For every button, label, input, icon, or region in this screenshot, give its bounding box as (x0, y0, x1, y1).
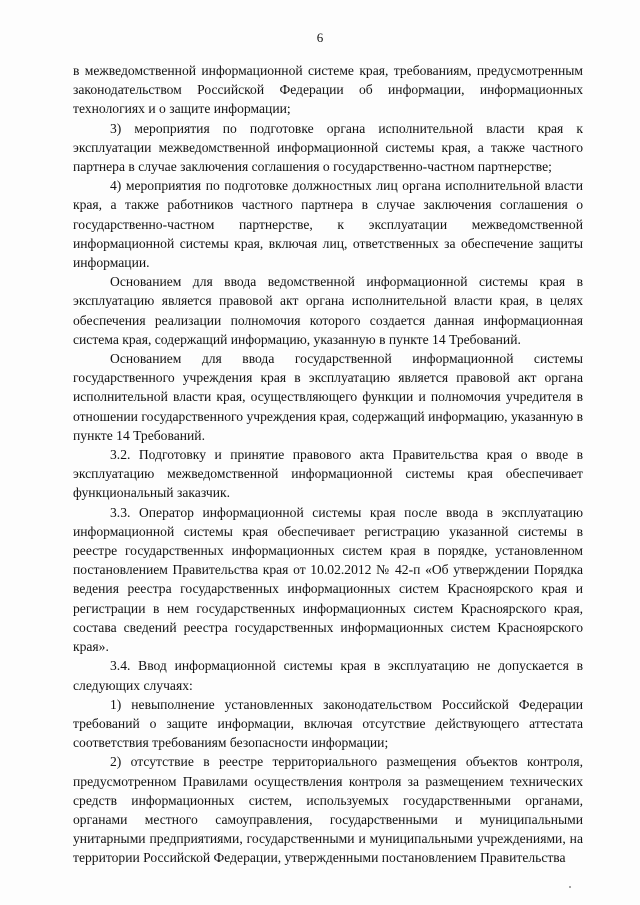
paragraph-departmental-system-basis: Основанием для ввода ведомственной информационной системы края в эксплуатацию является правовой акт органа исполнительной власти края, в целях обеспечения реализации полномочия которого создается данная информационная система края, содержащий информацию, указанную в пункте 14 Требований. (73, 274, 583, 347)
document-body (73, 61, 583, 868)
paragraph-3-3: 3.3. Оператор информационной системы края после ввода в эксплуатацию информационной системы края обеспечивает регистрацию указанной системы в реестре государственных информационных систем края в порядке, установленном постановлением Правительства края от 10.02.2012 № 42-п «Об утверждении Порядка ведения реестра государственных информационных систем Красноярского края и регистрации в нем государственных информационных систем Красноярского края, состава сведений реестра государственных информационных систем Красноярского края». (73, 504, 583, 655)
paragraph-3-2: 3.2. Подготовку и принятие правового акта Правительства края о вводе в эксплуатацию межведомственной информационной системы края обеспечивает функциональный заказчик. (73, 447, 583, 501)
paragraph-3-4: 3.4. Ввод информационной системы края в эксплуатацию не допускается в следующих случаях: (73, 658, 583, 693)
paragraph-case-2: 2) отсутствие в реестре территориального размещения объектов контроля, предусмотренном Правилами осуществления контроля за размещением технических средств информационных систем, используемых государственными органами, органами местного самоуправления, государственными и муниципальными унитарными предприятиями, государственными и муниципальными учреждениями, на территории Российской Федерации, утвержденными постановлением Правительства (73, 754, 583, 866)
scan-speck (569, 886, 571, 888)
paragraph-item-4: 4) мероприятия по подготовке должностных лиц органа исполнительной власти края, а также работников частного партнера в случае заключения соглашения о государственно-частном партнерстве, к эксплуатации межведомственной информационной системы края, включая лиц, ответственных за обеспечение защиты информации. (73, 178, 583, 271)
page-number: 6 (316, 30, 324, 45)
paragraph-requirements-continuation: в межведомственной информационной системе края, требованиям, предусмотренным законодательством Российской Федерации об информации, информационных технологиях и о защите информации; (73, 63, 583, 117)
paragraph-item-3: 3) мероприятия по подготовке органа исполнительной власти края к эксплуатации межведомственной информационной системы края, а также частного партнера в случае заключения соглашения о государственно-частном партнерстве; (73, 120, 583, 175)
paragraph-case-1: 1) невыполнение установленных законодательством Российской Федерации требований о защите информации, включая отсутствие действующего аттестата соответствия требованиям безопасности информации; (73, 696, 583, 751)
paragraph-institution-system-basis: Основанием для ввода государственной информационной системы государственного учреждения края в эксплуатацию является правовой акт органа исполнительной власти края, осуществляющего функции и полномочия учредителя в отношении государственного учреждения края, содержащий информацию, указанную в пункте 14 Требований. (73, 351, 583, 443)
